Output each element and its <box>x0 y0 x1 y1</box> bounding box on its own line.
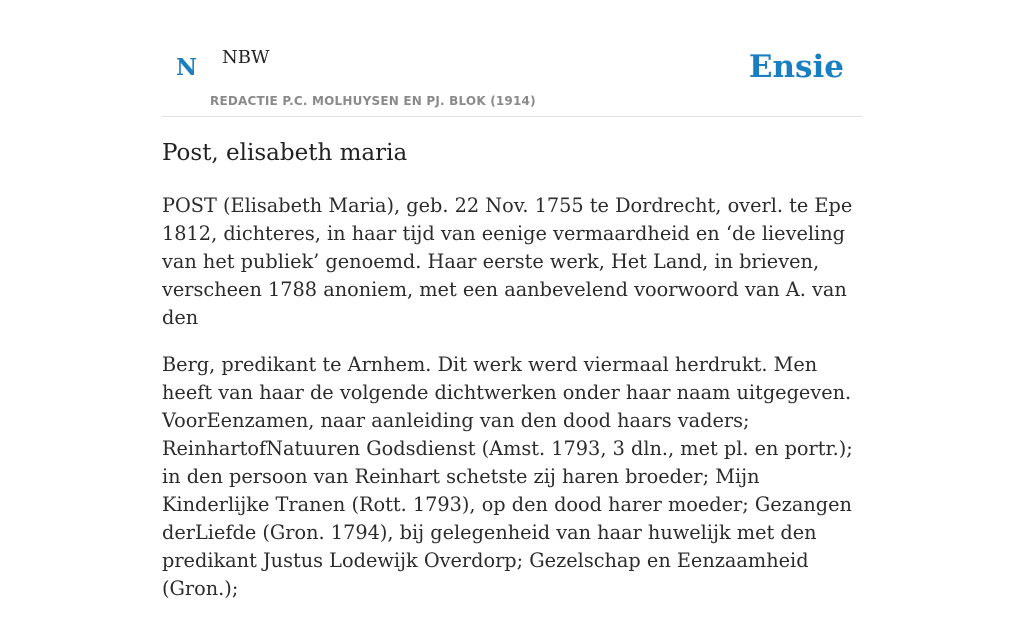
article-paragraph: Berg, predikant te Arnhem. Dit werk werd viermaal herdrukt. Men heeft van haar de volgende dichtwerken onder haar naam uitgegeven. VoorEenzamen, naar aanleiding van den dood haars vaders; ReinhartofNatuuren Godsdienst (Amst. 1793, 3 dln., met pl. en portr.); in den persoon van Reinhart schetste zij haren broeder; Mijn Kinderlijke Tranen (Rott. 1793), op den dood harer moeder; Gezangen derLiefde (Gron. 1794), bij gelegenheid van haar huwelijk met den predikant Justus Lodewijk Overdorp; Gezelschap en Eenzaamheid (Gron.); <box>162 353 853 600</box>
source-name[interactable]: NBW <box>222 47 270 68</box>
source-editors: REDACTIE P.C. MOLHUYSEN EN PJ. BLOK (1914) <box>210 94 536 108</box>
page-title: Post, elisabeth maria <box>162 140 408 166</box>
brand-logo[interactable]: Ensie <box>748 49 844 85</box>
source-logo-icon[interactable]: N <box>176 54 198 81</box>
article-body <box>162 192 862 622</box>
article-paragraph: POST (Elisabeth Maria), geb. 22 Nov. 1755 te Dordrecht, overl. te Epe 1812, dichteres, in haar tijd van eenige vermaardheid en ‘de lieveling van het publiek’ genoemd. Haar eerste werk, Het Land, in brieven, verscheen 1788 anoniem, met een aanbevelend voorwoord van A. van den <box>162 194 853 329</box>
header <box>162 0 862 117</box>
